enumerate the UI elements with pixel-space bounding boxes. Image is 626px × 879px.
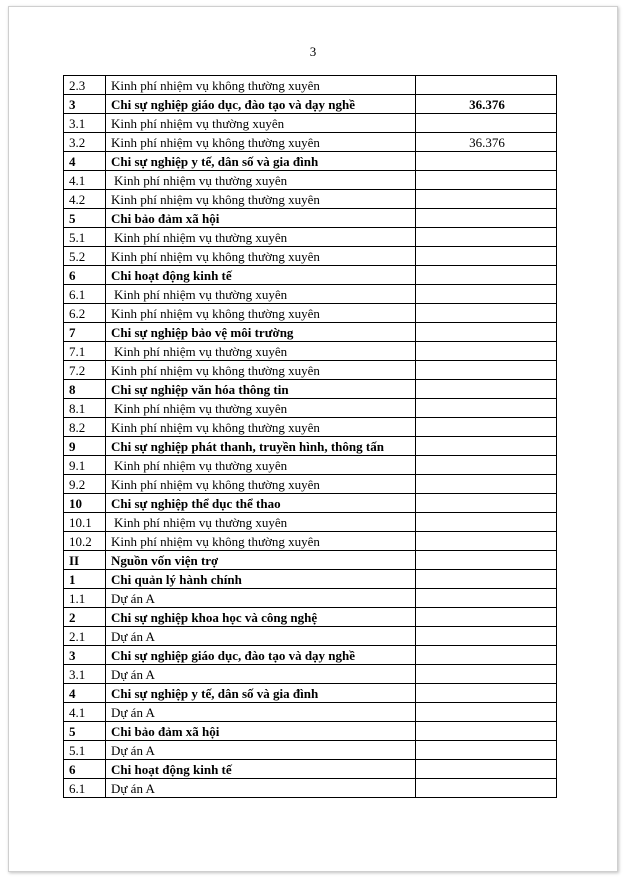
row-value-cell xyxy=(416,380,557,399)
row-code-cell: 4 xyxy=(64,684,106,703)
row-name-cell: Kinh phí nhiệm vụ thường xuyên xyxy=(106,171,416,190)
row-code-cell: 3 xyxy=(64,95,106,114)
table-row xyxy=(64,285,557,304)
row-code-cell: 3.1 xyxy=(64,665,106,684)
row-name-cell: Dự án A xyxy=(106,665,416,684)
row-code-cell: 6.2 xyxy=(64,304,106,323)
row-code-cell: 4.1 xyxy=(64,703,106,722)
row-code-cell: 8.2 xyxy=(64,418,106,437)
row-value-cell xyxy=(416,589,557,608)
row-value-cell xyxy=(416,684,557,703)
row-value-cell xyxy=(416,570,557,589)
row-name-cell: Chi sự nghiệp y tế, dân số và gia đình xyxy=(106,684,416,703)
table-row xyxy=(64,608,557,627)
table-row xyxy=(64,646,557,665)
table-row xyxy=(64,76,557,95)
row-name-cell: Kinh phí nhiệm vụ không thường xuyên xyxy=(106,418,416,437)
row-name-cell: Kinh phí nhiệm vụ không thường xuyên xyxy=(106,76,416,95)
row-name-cell: Kinh phí nhiệm vụ không thường xuyên xyxy=(106,361,416,380)
row-name-cell: Chi sự nghiệp văn hóa thông tin xyxy=(106,380,416,399)
row-code-cell: 1 xyxy=(64,570,106,589)
row-name-cell: Kinh phí nhiệm vụ thường xuyên xyxy=(106,114,416,133)
row-code-cell: 2.1 xyxy=(64,627,106,646)
row-value-cell xyxy=(416,627,557,646)
table-row xyxy=(64,399,557,418)
row-value-cell: 36.376 xyxy=(416,133,557,152)
table-row xyxy=(64,171,557,190)
row-name-cell: Kinh phí nhiệm vụ thường xuyên xyxy=(106,456,416,475)
row-value-cell xyxy=(416,228,557,247)
row-name-cell: Dự án A xyxy=(106,741,416,760)
row-value-cell xyxy=(416,551,557,570)
row-value-cell xyxy=(416,171,557,190)
row-value-cell xyxy=(416,247,557,266)
row-value-cell xyxy=(416,608,557,627)
row-code-cell: 6 xyxy=(64,266,106,285)
row-name-cell: Chi bảo đảm xã hội xyxy=(106,722,416,741)
row-value-cell xyxy=(416,361,557,380)
table-row xyxy=(64,380,557,399)
row-name-cell: Chi sự nghiệp khoa học và công nghệ xyxy=(106,608,416,627)
table-row xyxy=(64,247,557,266)
budget-table-body xyxy=(64,76,557,798)
table-row xyxy=(64,760,557,779)
table-row xyxy=(64,627,557,646)
row-name-cell: Chi sự nghiệp thể dục thể thao xyxy=(106,494,416,513)
row-name-cell: Chi sự nghiệp bảo vệ môi trường xyxy=(106,323,416,342)
row-name-cell: Chi hoạt động kinh tế xyxy=(106,760,416,779)
table-row xyxy=(64,684,557,703)
row-code-cell: 9.2 xyxy=(64,475,106,494)
table-row xyxy=(64,114,557,133)
table-row xyxy=(64,323,557,342)
row-value-cell xyxy=(416,323,557,342)
row-code-cell: 7.1 xyxy=(64,342,106,361)
row-code-cell: 3.1 xyxy=(64,114,106,133)
table-row xyxy=(64,703,557,722)
row-code-cell: 6.1 xyxy=(64,285,106,304)
row-value-cell xyxy=(416,665,557,684)
row-code-cell: 3 xyxy=(64,646,106,665)
table-row xyxy=(64,304,557,323)
table-row xyxy=(64,551,557,570)
page-number: 3 xyxy=(309,44,317,59)
table-row xyxy=(64,475,557,494)
row-name-cell: Chi hoạt động kinh tế xyxy=(106,266,416,285)
table-row xyxy=(64,665,557,684)
row-value-cell xyxy=(416,494,557,513)
row-code-cell: 4.1 xyxy=(64,171,106,190)
table-row xyxy=(64,570,557,589)
row-name-cell: Kinh phí nhiệm vụ không thường xuyên xyxy=(106,532,416,551)
row-value-cell xyxy=(416,646,557,665)
table-row xyxy=(64,513,557,532)
row-name-cell: Chi sự nghiệp y tế, dân số và gia đình xyxy=(106,152,416,171)
row-name-cell: Chi sự nghiệp phát thanh, truyền hình, thông tấn xyxy=(106,437,416,456)
row-value-cell xyxy=(416,76,557,95)
row-code-cell: 5.1 xyxy=(64,741,106,760)
row-code-cell: 5 xyxy=(64,722,106,741)
row-code-cell: 10 xyxy=(64,494,106,513)
row-value-cell xyxy=(416,532,557,551)
table-row xyxy=(64,361,557,380)
row-code-cell: 9.1 xyxy=(64,456,106,475)
row-code-cell: 5.2 xyxy=(64,247,106,266)
table-row xyxy=(64,152,557,171)
row-code-cell: 4.2 xyxy=(64,190,106,209)
row-value-cell xyxy=(416,399,557,418)
row-code-cell: 6.1 xyxy=(64,779,106,798)
row-code-cell: 5.1 xyxy=(64,228,106,247)
row-code-cell: 7 xyxy=(64,323,106,342)
table-row xyxy=(64,589,557,608)
table-row xyxy=(64,741,557,760)
row-value-cell xyxy=(416,152,557,171)
table-row xyxy=(64,190,557,209)
budget-table xyxy=(63,75,557,798)
row-code-cell: 2 xyxy=(64,608,106,627)
row-value-cell: 36.376 xyxy=(416,95,557,114)
row-value-cell xyxy=(416,779,557,798)
table-row xyxy=(64,722,557,741)
row-name-cell: Chi quản lý hành chính xyxy=(106,570,416,589)
row-code-cell: 5 xyxy=(64,209,106,228)
table-row xyxy=(64,266,557,285)
row-name-cell: Chi sự nghiệp giáo dục, đào tạo và dạy nghề xyxy=(106,95,416,114)
row-value-cell xyxy=(416,209,557,228)
table-row xyxy=(64,228,557,247)
row-value-cell xyxy=(416,114,557,133)
row-name-cell: Kinh phí nhiệm vụ thường xuyên xyxy=(106,228,416,247)
row-code-cell: 6 xyxy=(64,760,106,779)
row-code-cell: 8.1 xyxy=(64,399,106,418)
table-row xyxy=(64,209,557,228)
row-value-cell xyxy=(416,342,557,361)
row-value-cell xyxy=(416,285,557,304)
row-value-cell xyxy=(416,266,557,285)
row-code-cell: 3.2 xyxy=(64,133,106,152)
row-name-cell: Kinh phí nhiệm vụ thường xuyên xyxy=(106,285,416,304)
table-row xyxy=(64,342,557,361)
row-name-cell: Chi bảo đảm xã hội xyxy=(106,209,416,228)
row-value-cell xyxy=(416,418,557,437)
row-name-cell: Kinh phí nhiệm vụ không thường xuyên xyxy=(106,133,416,152)
row-code-cell: 8 xyxy=(64,380,106,399)
row-value-cell xyxy=(416,741,557,760)
row-value-cell xyxy=(416,475,557,494)
row-code-cell: 4 xyxy=(64,152,106,171)
row-code-cell: 2.3 xyxy=(64,76,106,95)
row-name-cell: Nguồn vốn viện trợ xyxy=(106,551,416,570)
row-name-cell: Chi sự nghiệp giáo dục, đào tạo và dạy nghề xyxy=(106,646,416,665)
table-row xyxy=(64,418,557,437)
row-value-cell xyxy=(416,456,557,475)
row-name-cell: Kinh phí nhiệm vụ không thường xuyên xyxy=(106,304,416,323)
table-row xyxy=(64,494,557,513)
table-row xyxy=(64,456,557,475)
row-code-cell: 10.1 xyxy=(64,513,106,532)
row-name-cell: Kinh phí nhiệm vụ không thường xuyên xyxy=(106,475,416,494)
table-row xyxy=(64,437,557,456)
row-name-cell: Kinh phí nhiệm vụ thường xuyên xyxy=(106,399,416,418)
row-name-cell: Kinh phí nhiệm vụ không thường xuyên xyxy=(106,247,416,266)
table-row xyxy=(64,133,557,152)
row-value-cell xyxy=(416,760,557,779)
table-row xyxy=(64,532,557,551)
row-code-cell: 9 xyxy=(64,437,106,456)
row-name-cell: Dự án A xyxy=(106,703,416,722)
row-name-cell: Dự án A xyxy=(106,589,416,608)
row-code-cell: II xyxy=(64,551,106,570)
table-row xyxy=(64,95,557,114)
row-value-cell xyxy=(416,190,557,209)
row-code-cell: 1.1 xyxy=(64,589,106,608)
row-name-cell: Dự án A xyxy=(106,779,416,798)
table-row xyxy=(64,779,557,798)
row-value-cell xyxy=(416,722,557,741)
row-value-cell xyxy=(416,513,557,532)
row-name-cell: Kinh phí nhiệm vụ thường xuyên xyxy=(106,342,416,361)
row-value-cell xyxy=(416,437,557,456)
row-code-cell: 7.2 xyxy=(64,361,106,380)
row-name-cell: Kinh phí nhiệm vụ thường xuyên xyxy=(106,513,416,532)
row-name-cell: Dự án A xyxy=(106,627,416,646)
row-value-cell xyxy=(416,703,557,722)
row-code-cell: 10.2 xyxy=(64,532,106,551)
row-name-cell: Kinh phí nhiệm vụ không thường xuyên xyxy=(106,190,416,209)
row-value-cell xyxy=(416,304,557,323)
